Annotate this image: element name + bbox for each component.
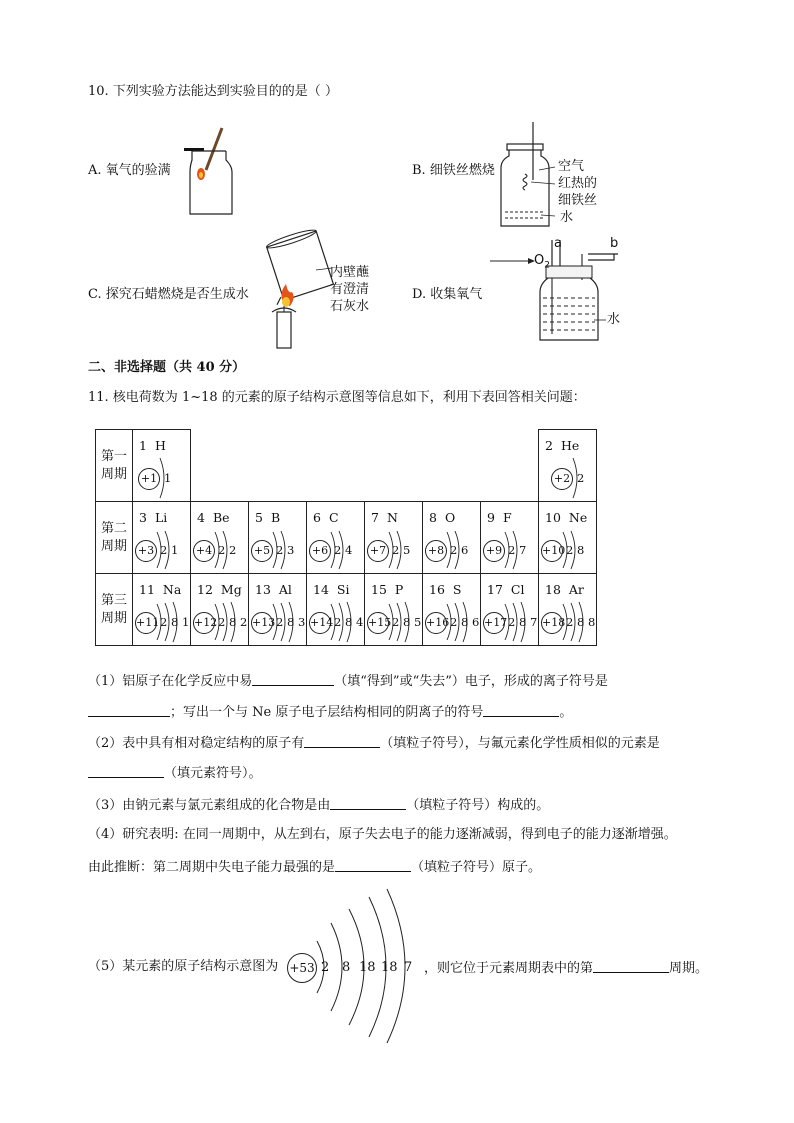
label-coated: 有澄清	[330, 282, 370, 297]
answer-blank-7[interactable]	[335, 859, 411, 872]
element-cell-Si: 14 Si +14 2 8 4	[307, 574, 365, 646]
label-limewater: 石灰水	[330, 299, 370, 314]
element-cell-S: 16 S +16 2 8 6	[423, 574, 481, 646]
label-water-d: 水	[607, 312, 621, 327]
element-cell-O: 8 O +8 2 6	[423, 502, 481, 574]
iodine-atom-diagram	[287, 885, 422, 1045]
label-tube-b: b	[610, 236, 619, 251]
answer-blank-2[interactable]	[88, 704, 170, 717]
answer-blank-3[interactable]	[483, 704, 559, 717]
q11-part5-tail: ，则它位于元素周期表中的第 周期。	[424, 961, 709, 976]
element-cell-Mg: 12 Mg +12 2 8 2	[191, 574, 249, 646]
q11-part1-line2: ；写出一个与 Ne 原子电子层结构相同的阴离子的符号 。	[88, 704, 572, 719]
answer-blank-8[interactable]	[593, 960, 669, 973]
element-cell-Cl: 17 Cl +17 2 8 7	[481, 574, 539, 646]
q11-part2-line1: （2）表中具有相对稳定结构的原子有 （填粒子符号），与氟元素化学性质相似的元素是	[88, 736, 660, 751]
q10-option-c[interactable]: C. 探究石蜡燃烧是否生成水	[88, 287, 249, 302]
q10-option-d[interactable]: D. 收集氧气	[412, 287, 483, 302]
shell-5-count: 7	[404, 960, 413, 975]
answer-blank-1[interactable]	[252, 673, 334, 686]
answer-blank-6[interactable]	[330, 797, 406, 810]
answer-blank-5[interactable]	[88, 765, 164, 778]
element-cell-Ne: 10 Ne +10 2 8	[539, 502, 597, 574]
q10-stem: 10. 下列实验方法能达到实验目的的是（ ）	[88, 84, 338, 99]
element-cell-Ar: 18 Ar +18 2 8 8	[539, 574, 597, 646]
element-cell-He: 2 He +2 2	[539, 430, 597, 502]
answer-blank-4[interactable]	[304, 735, 380, 748]
element-cell-F: 9 F +9 2 7	[481, 502, 539, 574]
period-1-header: 第一周期	[96, 430, 133, 502]
q11-part3: （3）由钠元素与氯元素组成的化合物是由 （填粒子符号）构成的。	[88, 798, 550, 813]
label-tube-a: a	[554, 236, 562, 251]
label-red-hot: 红热的	[558, 176, 598, 191]
label-air: 空气	[558, 159, 585, 174]
gas-collection-illustration	[490, 236, 630, 344]
q11-part5-lead: （5）某元素的原子结构示意图为	[88, 959, 279, 974]
element-cell-H: 1 H +1 1	[133, 430, 191, 502]
q11-part2-line2: （填元素符号）。	[88, 765, 262, 780]
label-inner-wall: 内壁蘸	[330, 265, 370, 280]
element-cell-Li: 3 Li +3 2 1	[133, 502, 191, 574]
q10-option-a[interactable]: A. 氧气的验满	[88, 163, 171, 178]
label-oxygen: $O_2$	[534, 253, 550, 271]
shell-2-count: 8	[342, 960, 351, 975]
q11-part1-line1: （1）铝原子在化学反应中易 （填“得到”或“失去”）电子，形成的离子符号是	[88, 674, 608, 689]
shell-3-count: 18	[359, 960, 376, 975]
element-cell-P: 15 P +15 2 8 5	[365, 574, 423, 646]
q11-part4-line1: （4）研究表明: 在同一周期中，从左到右，原子失去电子的能力逐渐减弱，得到电子的能力逐渐增强。	[88, 827, 677, 842]
q11-part4-line2: 由此推断：第二周期中失电子能力最强的是 （填粒子符号）原子。	[88, 860, 542, 875]
shell-4-count: 18	[381, 960, 398, 975]
element-cell-C: 6 C +6 2 4	[307, 502, 365, 574]
oxygen-test-illustration	[180, 124, 240, 216]
element-cell-Na: 11 Na +11 2 8 1	[133, 574, 191, 646]
label-iron-wire: 细铁丝	[558, 193, 598, 208]
element-cell-Al: 13 Al +13 2 8 3	[249, 574, 307, 646]
q10-option-b[interactable]: B. 细铁丝燃烧	[412, 163, 495, 178]
q11-stem: 11. 核电荷数为 1~18 的元素的原子结构示意图等信息如下，利用下表回答相关问题：	[88, 390, 586, 405]
label-water-b: 水	[560, 210, 574, 225]
period-2-header: 第二周期	[96, 502, 133, 574]
element-cell-Be: 4 Be +4 2 2	[191, 502, 249, 574]
periodic-table	[95, 429, 597, 646]
shell-1-count: 2	[321, 960, 330, 975]
element-cell-B: 5 B +5 2 3	[249, 502, 307, 574]
section-title: 二、非选择题（共 40 分）	[88, 360, 246, 375]
period-3-header: 第三周期	[96, 574, 133, 646]
element-cell-N: 7 N +7 2 5	[365, 502, 423, 574]
candle-beaker-illustration	[260, 232, 340, 350]
iodine-nucleus: +53	[287, 953, 317, 983]
iron-wire-combustion-illustration	[495, 122, 555, 232]
